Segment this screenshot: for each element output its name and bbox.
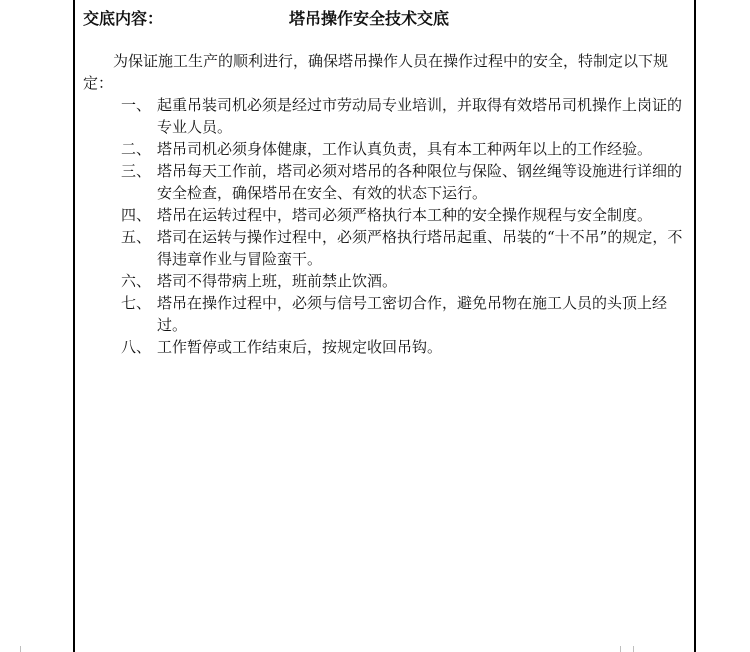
page-corner-mark: [633, 646, 634, 652]
rule-item: [83, 138, 686, 160]
rule-item: [83, 292, 686, 336]
rule-item: [83, 270, 686, 292]
page-corner-mark: [620, 646, 621, 652]
rule-text: 塔吊在运转过程中，塔司必须严格执行本工种的安全操作规程与安全制度。: [157, 206, 653, 224]
rule-number: 五、: [121, 228, 152, 246]
rule-text: 塔吊在操作过程中，必须与信号工密切合作，避免吊物在施工人员的头顶上经过。: [157, 294, 668, 334]
rule-number: 七、: [121, 294, 152, 312]
rule-text: 塔吊司机必须身体健康，工作认真负责，具有本工种两年以上的工作经验。: [157, 140, 653, 158]
rule-number: 二、: [121, 140, 152, 158]
rule-number: 六、: [121, 272, 152, 290]
rule-text: 工作暂停或工作结束后，按规定收回吊钩。: [157, 338, 443, 356]
disclosure-content-label: 交底内容：: [83, 9, 164, 28]
document-title: 塔吊操作安全技术交底: [289, 9, 450, 28]
rule-item: [83, 160, 686, 204]
rule-text: 塔司不得带病上班，班前禁止饮酒。: [157, 272, 398, 290]
rule-text: 塔司在运转与操作过程中，必须严格执行塔吊起重、吊装的“十不吊”的规定，不得违章作业与冒险蛮干。: [157, 228, 683, 268]
intro-paragraph: 为保证施工生产的顺利进行，确保塔吊操作人员在操作过程中的安全，特制定以下规定：: [83, 52, 669, 92]
rule-item: [83, 336, 686, 358]
rule-number: 四、: [121, 206, 152, 224]
disclosure-table-cell: [73, 0, 696, 652]
rule-number: 三、: [121, 162, 152, 180]
rule-text: 塔吊每天工作前，塔司必须对塔吊的各种限位与保险、钢丝绳等设施进行详细的安全检查，确保塔吊在安全、有效的状态下运行。: [157, 162, 683, 202]
rule-item: [83, 94, 686, 138]
disclosure-body: [83, 50, 686, 358]
rule-number: 一、: [121, 96, 152, 114]
rule-item: [83, 204, 686, 226]
rule-text: 起重吊装司机必须是经过市劳动局专业培训，并取得有效塔吊司机操作上岗证的专业人员。: [157, 96, 683, 136]
rule-item: [83, 226, 686, 270]
page-corner-mark: [20, 646, 21, 652]
rule-number: 八、: [121, 338, 152, 356]
rules-list: [83, 94, 686, 358]
header-row: [83, 6, 686, 34]
